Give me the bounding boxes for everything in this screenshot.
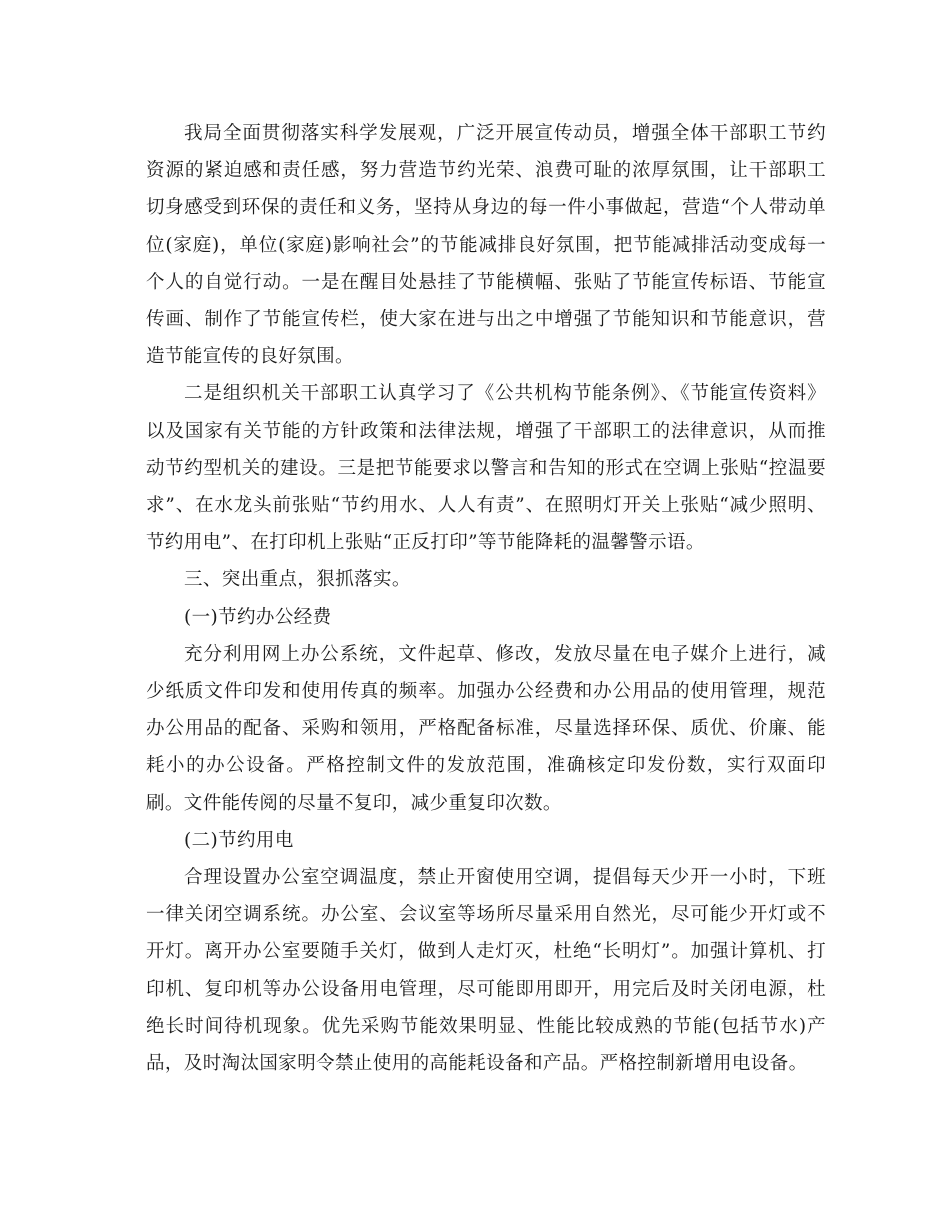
- section-heading-focus: 三、突出重点，狠抓落实。: [184, 569, 411, 591]
- document-body: [146, 115, 826, 1082]
- subheading-electricity: (二)节约用电: [184, 829, 294, 851]
- paragraph-publicity-mobilization: 我局全面贯彻落实科学发展观，广泛开展宣传动员，增强全体干部职工节约资源的紧迫感和责任感，努力营造节约光荣、浪费可耻的浓厚氛围，让干部职工切身感受到环保的责任和义务，坚持从身边的每一件小事做起，营造“个人带动单位(家庭)，单位(家庭)影响社会”的节能减排良好氛围，把节能减排活动变成每一个人的自觉行动。一是在醒目处悬挂了节能横幅、张贴了节能宣传标语、节能宣传画、制作了节能宣传栏，使大家在进与出之中增强了节能知识和节能意识，营造节能宣传的良好氛围。: [146, 123, 826, 368]
- paragraph-electricity: 合理设置办公室空调温度，禁止开窗使用空调，提倡每天少开一小时，下班一律关闭空调系统。办公室、会议室等场所尽量采用自然光，尽可能少开灯或不开灯。离开办公室要随手关灯，做到人走灯灭，杜绝“长明灯”。加强计算机、打印机、复印机等办公设备用电管理，尽可能即用即开，用完后及时关闭电源，杜绝长时间待机现象。优先采购节能效果明显、性能比较成熟的节能(包括节水)产品，及时淘汰国家明令禁止使用的高能耗设备和产品。严格控制新增用电设备。: [146, 867, 826, 1075]
- paragraph-study-and-signage: 二是组织机关干部职工认真学习了《公共机构节能条例》、《节能宣传资料》以及国家有关节能的方针政策和法律法规，增强了干部职工的法律意识，从而推动节约型机关的建设。三是把节能要求以警言和告知的形式在空调上张贴“控温要求”、在水龙头前张贴“节约用水、人人有责”、在照明灯开关上张贴“减少照明、节约用电”、在打印机上张贴“正反打印”等节能降耗的温馨警示语。: [146, 383, 826, 554]
- paragraph-office-expenses: 充分利用网上办公系统，文件起草、修改，发放尽量在电子媒介上进行，减少纸质文件印发和使用传真的频率。加强办公经费和办公用品的使用管理，规范办公用品的配备、采购和领用，严格配备标准，尽量选择环保、质优、价廉、能耗小的办公设备。严格控制文件的发放范围，准确核定印发份数，实行双面印刷。文件能传阅的尽量不复印，减少重复印次数。: [146, 643, 826, 814]
- subheading-office-expenses: (一)节约办公经费: [184, 606, 332, 628]
